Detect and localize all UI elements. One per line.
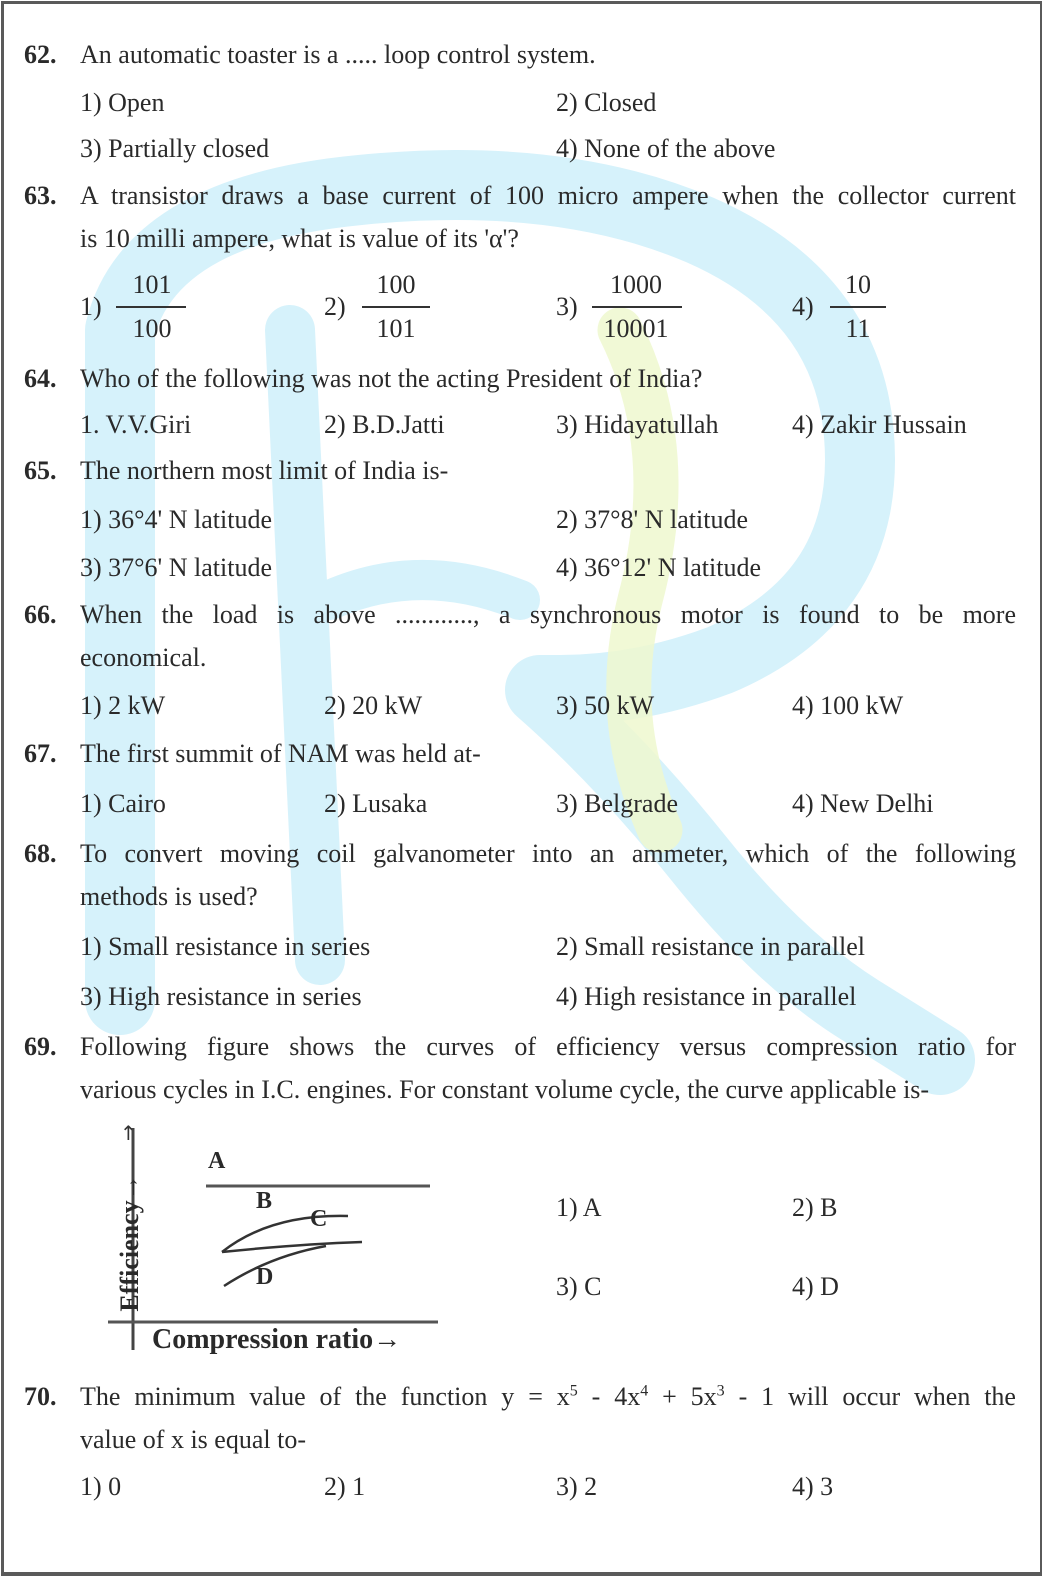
option-1[interactable]: 1) Small resistance in series	[80, 932, 371, 961]
option-4[interactable]: 4) 36°12' N latitude	[556, 553, 761, 582]
curve-label-a: A	[208, 1148, 226, 1174]
option-3[interactable]: 3) Partially closed	[80, 134, 270, 163]
option-3[interactable]	[556, 272, 696, 348]
option-1[interactable]: 1) A	[556, 1193, 602, 1222]
option-label: 1)	[80, 292, 102, 321]
option-4[interactable]	[792, 272, 892, 348]
question-text: The first summit of NAM was held at-	[80, 739, 481, 768]
option-2[interactable]: 2) 37°8' N latitude	[556, 505, 748, 534]
question-text-line-2: economical.	[80, 643, 207, 672]
question-number: 65.	[24, 456, 57, 485]
fraction-bar	[362, 306, 430, 308]
question-number: 62.	[24, 40, 57, 69]
option-2[interactable]: 2) 1	[324, 1472, 366, 1501]
fraction-bar	[116, 306, 186, 308]
question-number: 67.	[24, 739, 57, 768]
option-3[interactable]: 3) 37°6' N latitude	[80, 553, 272, 582]
option-4[interactable]: 4) None of the above	[556, 134, 776, 163]
fraction-numerator: 10	[845, 270, 871, 299]
question-text-line-1: Following figure shows the curves of efficiency versus compression ratio for	[80, 1032, 1016, 1061]
option-3[interactable]: 3) High resistance in series	[80, 982, 362, 1011]
question-number: 69.	[24, 1032, 57, 1061]
curve-label-d: D	[256, 1264, 274, 1290]
option-1[interactable]: 1) 0	[80, 1472, 122, 1501]
question-number: 63.	[24, 181, 57, 210]
option-3[interactable]: 3) 2	[556, 1472, 598, 1501]
option-1[interactable]: 1) 2 kW	[80, 691, 166, 720]
y-axis-label: Efficiency→	[115, 1174, 144, 1312]
option-4[interactable]: 4) New Delhi	[792, 789, 934, 818]
option-label: 4)	[792, 292, 814, 321]
option-2[interactable]: 2) Lusaka	[324, 789, 428, 818]
question-number: 64.	[24, 364, 57, 393]
fraction-bar	[830, 306, 886, 308]
fraction-numerator: 101	[132, 270, 172, 299]
option-4[interactable]: 4) High resistance in parallel	[556, 982, 857, 1011]
question-text: An automatic toaster is a ..... loop control system.	[80, 40, 596, 69]
curve-label-b: B	[256, 1188, 273, 1214]
option-3[interactable]: 3) Belgrade	[556, 789, 679, 818]
fraction-numerator: 1000	[610, 270, 662, 299]
option-4[interactable]: 4) 100 kW	[792, 691, 904, 720]
option-3[interactable]: 3) 50 kW	[556, 691, 655, 720]
option-3[interactable]: 3) C	[556, 1272, 602, 1301]
question-text-line-2: methods is used?	[80, 882, 258, 911]
fraction-denominator: 101	[376, 314, 416, 343]
question-text: Who of the following was not the acting President of India?	[80, 364, 703, 393]
x-axis-label: Compression ratio→	[152, 1324, 402, 1355]
question-text: The northern most limit of India is-	[80, 456, 449, 485]
question-text-line-1: To convert moving coil galvanometer into an ammeter, which of the following	[80, 839, 1016, 868]
question-text-line-2: value of x is equal to-	[80, 1425, 306, 1454]
option-4[interactable]: 4) Zakir Hussain	[792, 410, 967, 439]
option-label: 2)	[324, 292, 346, 321]
option-1[interactable]: 1) Cairo	[80, 789, 166, 818]
fraction-denominator: 10001	[603, 314, 669, 343]
question-text-line-2: various cycles in I.C. engines. For constant volume cycle, the curve applicable is-	[80, 1075, 930, 1104]
question-number: 70.	[24, 1382, 57, 1411]
question-number: 66.	[24, 600, 57, 629]
option-label: 3)	[556, 292, 578, 321]
question-text-line-1: When the load is above ............, a synchronous motor is found to be more	[80, 600, 1016, 629]
option-2[interactable]: 2) 20 kW	[324, 691, 423, 720]
option-1[interactable]: 1) Open	[80, 88, 165, 117]
option-4[interactable]: 4) D	[792, 1272, 839, 1301]
option-3[interactable]: 3) Hidayatullah	[556, 410, 719, 439]
fraction-bar	[592, 306, 682, 308]
option-1[interactable]	[80, 272, 200, 348]
question-text-line-1: The minimum value of the function $y = x^5 - 4x^4 + 5x^3 - 1$ will occur when the	[80, 1382, 1016, 1411]
option-2[interactable]: 2) Small resistance in parallel	[556, 932, 866, 961]
option-2[interactable]	[324, 272, 444, 348]
option-1[interactable]: 1. V.V.Giri	[80, 410, 192, 439]
option-2[interactable]: 2) B	[792, 1193, 838, 1222]
option-4[interactable]: 4) 3	[792, 1472, 834, 1501]
question-number: 68.	[24, 839, 57, 868]
efficiency-vs-compression-figure	[80, 1110, 480, 1360]
option-2[interactable]: 2) B.D.Jatti	[324, 410, 445, 439]
fraction-denominator: 11	[845, 314, 871, 343]
option-1[interactable]: 1) 36°4' N latitude	[80, 505, 272, 534]
svg-text:↑: ↑	[120, 1121, 137, 1145]
question-text-line-1: A transistor draws a base current of 100 micro ampere when the collector current	[80, 181, 1016, 210]
curve-label-c: C	[310, 1206, 328, 1232]
fraction-numerator: 100	[376, 270, 416, 299]
fraction-denominator: 100	[132, 314, 172, 343]
question-text-line-2: is 10 milli ampere, what is value of its 'α'?	[80, 224, 519, 253]
option-2[interactable]: 2) Closed	[556, 88, 657, 117]
